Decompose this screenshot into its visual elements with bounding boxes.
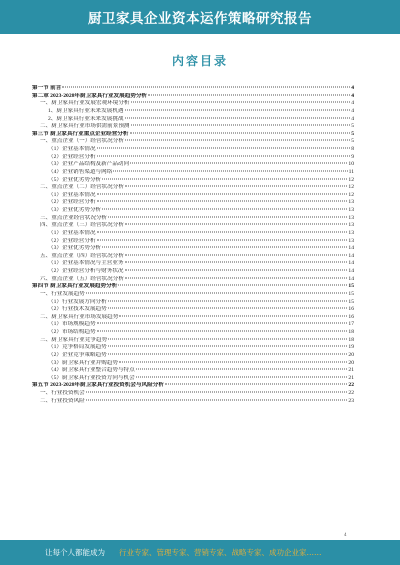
toc-entry[interactable] xyxy=(32,299,354,307)
toc-dot-leader xyxy=(97,155,351,156)
toc-entry-page: 18 xyxy=(348,336,354,343)
toc-entry[interactable] xyxy=(32,192,354,200)
toc-entry[interactable] xyxy=(32,260,354,268)
toc-entry[interactable] xyxy=(32,360,354,368)
toc-entry[interactable] xyxy=(32,367,354,375)
toc-dot-leader xyxy=(125,140,350,141)
toc-entry-page: 22 xyxy=(348,390,354,396)
toc-entry-label: 三、重点企业经营状况分析 xyxy=(40,214,108,221)
toc-entry-label: 第五节 2023-2028年厨卫家具行业投资机会与风险分析 xyxy=(32,382,164,389)
toc-entry-label: （1）企业基本情况 xyxy=(48,229,96,236)
toc-dot-leader xyxy=(136,369,348,370)
toc-dot-leader xyxy=(86,292,348,293)
toc-entry-label: 二、重点企业（二）经营状况分析 xyxy=(40,184,124,191)
toc-entry-label: 六、重点企业（五）经营状况分析 xyxy=(40,275,124,282)
toc-entry-label: （3）厨卫家具行业并购趋势 xyxy=(48,359,118,366)
toc-entry-page: 20 xyxy=(348,351,354,358)
toc-heading: 内容目录 xyxy=(171,54,228,68)
toc-entry-page: 13 xyxy=(348,207,354,213)
toc-entry[interactable] xyxy=(32,375,354,383)
toc-entry-label: 一、厨卫家具行业发展宏观环境分析 xyxy=(40,100,130,107)
toc-entry-page: 4 xyxy=(351,107,354,114)
toc-entry[interactable] xyxy=(32,123,354,131)
toc-dot-leader xyxy=(125,270,348,271)
toc-dot-leader xyxy=(102,178,347,179)
toc-entry-label: 一、重点企业（一）经营状况分析 xyxy=(40,138,124,145)
toc-entry-label: （1）企业基本情况与主营业务 xyxy=(48,260,124,267)
toc-entry[interactable] xyxy=(32,100,354,108)
toc-dot-leader xyxy=(125,224,347,225)
toc-dot-leader xyxy=(97,331,348,332)
toc-entry[interactable] xyxy=(32,138,354,146)
toc-entry-label: 四、重点企业（三）经营状况分析 xyxy=(40,222,124,229)
toc-entry-page: 9 xyxy=(351,153,354,160)
toc-entry-page: 8 xyxy=(351,146,354,152)
toc-entry[interactable] xyxy=(32,230,354,238)
footer-slogan: 让每个人都能成为 xyxy=(45,548,105,557)
toc-dot-leader xyxy=(62,87,350,88)
toc-entry-label: （1）竞争格局发展趋势 xyxy=(48,344,107,351)
toc-entry-label: （1）企业基本情况 xyxy=(48,191,96,198)
toc-dot-leader xyxy=(97,239,348,240)
footer-roles: 行业专家、管理专家、营销专家、战略专家、成功企业家…… xyxy=(119,548,322,557)
toc-entry[interactable] xyxy=(32,268,354,276)
toc-entry-page: 13 xyxy=(348,222,354,229)
toc-entry-page: 16 xyxy=(348,306,354,313)
toc-dot-leader xyxy=(97,193,348,194)
toc-entry-page: 14 xyxy=(348,275,354,282)
toc-dot-leader xyxy=(148,94,350,95)
toc-dot-leader xyxy=(102,247,347,248)
toc-entry[interactable] xyxy=(32,177,354,185)
toc-entry-label: （5）企业优劣势分析 xyxy=(48,176,102,183)
toc-dot-leader xyxy=(108,353,348,354)
toc-dot-leader xyxy=(136,376,348,377)
toc-entry-page: 14 xyxy=(348,252,354,259)
toc-dot-leader xyxy=(125,254,347,255)
toc-entry[interactable] xyxy=(32,276,354,284)
toc-entry-page: 14 xyxy=(348,245,354,252)
toc-entry-label: （4）企业销售渠道与网络 xyxy=(48,168,113,175)
toc-entry[interactable] xyxy=(32,283,354,291)
toc-dot-leader xyxy=(102,209,347,210)
toc-entry-label: 第三节 厨卫家具行业重点企业经营分析 xyxy=(32,130,129,137)
toc-entry-label: （4）厨卫家具行业整合趋势与特点 xyxy=(48,367,135,374)
toc-entry[interactable] xyxy=(32,398,354,406)
toc-entry-label: （1）行业发展方向分析 xyxy=(48,298,107,305)
toc-entry-page: 13 xyxy=(348,229,354,236)
toc-entry[interactable] xyxy=(32,184,354,192)
toc-dot-leader xyxy=(125,277,347,278)
toc-entry[interactable] xyxy=(32,253,354,261)
toc-entry-label: 第二章 2023-2028年厨卫家具行业发展趋势分析 xyxy=(32,92,148,99)
toc-dot-leader xyxy=(97,148,351,149)
toc-entry-label: （3）企业优劣势分析 xyxy=(48,245,102,252)
toc-entry-label: 五、重点企业（四）经营状况分析 xyxy=(40,252,124,259)
report-header xyxy=(0,0,400,34)
toc-dot-leader xyxy=(97,323,348,324)
toc-entry-page: 10 xyxy=(348,161,354,168)
toc-entry-label: （5）厨卫家具行业投资方向与机会 xyxy=(48,374,135,381)
toc-entry-page: 5 xyxy=(351,130,354,137)
toc-entry[interactable] xyxy=(32,337,354,345)
table-of-contents xyxy=(32,85,354,405)
toc-entry-page: 21 xyxy=(348,374,354,381)
toc-entry[interactable] xyxy=(32,329,354,337)
toc-entry-label: （2）企业经营分析 xyxy=(48,199,96,206)
toc-entry[interactable] xyxy=(32,146,354,154)
toc-entry-page: 13 xyxy=(348,199,354,206)
toc-entry-page: 4 xyxy=(351,92,354,99)
toc-entry-page: 15 xyxy=(348,290,354,297)
toc-entry[interactable] xyxy=(32,169,354,177)
toc-entry-page: 4 xyxy=(351,100,354,107)
toc-dot-leader xyxy=(125,186,347,187)
toc-entry[interactable] xyxy=(32,245,354,253)
toc-entry[interactable] xyxy=(32,344,354,352)
toc-entry[interactable] xyxy=(32,352,354,360)
toc-entry[interactable] xyxy=(32,238,354,246)
toc-dot-leader xyxy=(130,132,351,133)
page-number: 4 xyxy=(344,533,347,538)
footer-banner xyxy=(0,540,400,565)
toc-entry-label: （3）企业产品结构及新产品动向 xyxy=(48,161,130,168)
toc-entry-label: 1、厨卫家具行业未来发展机遇 xyxy=(48,107,124,114)
toc-entry-page: 23 xyxy=(348,397,354,404)
toc-entry[interactable] xyxy=(32,207,354,215)
toc-entry-page: 15 xyxy=(348,298,354,305)
toc-entry-page: 21 xyxy=(348,367,354,374)
toc-entry-label: 2、厨卫家具行业未来发展挑战 xyxy=(48,115,124,122)
toc-dot-leader xyxy=(119,361,347,362)
toc-dot-leader xyxy=(130,163,347,164)
toc-entry-page: 15 xyxy=(348,283,354,290)
toc-entry-page: 5 xyxy=(351,123,354,130)
toc-entry-page: 18 xyxy=(348,329,354,335)
toc-entry-page: 14 xyxy=(348,260,354,267)
toc-entry-page: 20 xyxy=(348,359,354,366)
toc-dot-leader xyxy=(119,315,347,316)
toc-entry-page: 22 xyxy=(348,382,354,389)
toc-entry[interactable] xyxy=(32,85,354,93)
toc-entry-page: 16 xyxy=(348,313,354,320)
toc-entry[interactable] xyxy=(32,291,354,299)
toc-entry[interactable] xyxy=(32,199,354,207)
toc-entry-page: 4 xyxy=(351,115,354,122)
toc-entry-label: （1）企业基本情况 xyxy=(48,146,96,152)
toc-entry[interactable] xyxy=(32,314,354,322)
toc-entry-label: 第四节 厨卫家具行业发展趋势分析 xyxy=(32,283,118,290)
toc-entry-label: （2）企业竞争策略趋势 xyxy=(48,351,107,358)
toc-entry-page: 11 xyxy=(348,168,354,175)
toc-entry-page: 13 xyxy=(348,214,354,221)
toc-entry[interactable] xyxy=(32,108,354,116)
toc-dot-leader xyxy=(108,300,348,301)
toc-entry-label: （2）企业经营分析与财务状况 xyxy=(48,268,124,274)
toc-entry[interactable] xyxy=(32,222,354,230)
toc-entry[interactable] xyxy=(32,161,354,169)
toc-entry-label: 三、厨卫家具行业竞争趋势 xyxy=(40,336,108,343)
toc-entry[interactable] xyxy=(32,306,354,314)
toc-dot-leader xyxy=(165,384,347,385)
toc-dot-leader xyxy=(108,308,348,309)
toc-entry-label: （2）行业技术发展趋势 xyxy=(48,306,107,313)
toc-entry-label: （2）市场结构趋势 xyxy=(48,329,96,335)
toc-dot-leader xyxy=(125,109,351,110)
toc-entry-label: 二、厨卫家具行业市场供需前景预测 xyxy=(40,123,130,130)
toc-dot-leader xyxy=(125,117,351,118)
toc-dot-leader xyxy=(108,346,348,347)
toc-dot-leader xyxy=(97,231,348,232)
toc-entry-page: 12 xyxy=(348,176,354,183)
toc-entry-label: （3）企业优劣势分析 xyxy=(48,207,102,213)
toc-dot-leader xyxy=(97,201,348,202)
toc-dot-leader xyxy=(86,392,348,393)
toc-entry-label: （2）企业经营分析 xyxy=(48,153,96,160)
toc-entry[interactable] xyxy=(32,116,354,124)
toc-entry-label: （2）企业经营分析 xyxy=(48,237,96,244)
toc-entry-label: 一、行业发展趋势 xyxy=(40,290,85,297)
toc-dot-leader xyxy=(113,170,347,171)
toc-entry-label: 二、厨卫家具行业市场发展趋势 xyxy=(40,313,119,320)
toc-dot-leader xyxy=(131,125,351,126)
toc-entry-page: 14 xyxy=(348,268,354,274)
toc-entry-label: 一、行业投资机会 xyxy=(40,390,85,396)
toc-entry[interactable] xyxy=(32,215,354,223)
toc-entry-page: 12 xyxy=(348,184,354,191)
toc-dot-leader xyxy=(86,399,348,400)
toc-entry-page: 12 xyxy=(348,191,354,198)
report-title: 厨卫家具企业资本运作策略研究报告 xyxy=(88,11,312,27)
toc-entry-label: 二、行业投资风险 xyxy=(40,397,85,404)
toc-entry[interactable] xyxy=(32,131,354,139)
toc-entry-page: 17 xyxy=(348,321,354,328)
toc-entry[interactable] xyxy=(32,390,354,398)
toc-entry-label: （1）市场规模趋势 xyxy=(48,321,96,328)
toc-dot-leader xyxy=(125,262,348,263)
toc-dot-leader xyxy=(118,285,347,286)
toc-entry[interactable] xyxy=(32,154,354,162)
toc-dot-leader xyxy=(131,102,351,103)
toc-entry[interactable] xyxy=(32,321,354,329)
toc-entry[interactable] xyxy=(32,382,354,390)
toc-entry-page: 5 xyxy=(351,138,354,145)
toc-dot-leader xyxy=(108,216,347,217)
toc-entry-page: 4 xyxy=(351,85,354,91)
toc-dot-leader xyxy=(108,338,347,339)
toc-entry-page: 19 xyxy=(348,344,354,351)
toc-entry[interactable] xyxy=(32,93,354,101)
toc-entry-page: 13 xyxy=(348,237,354,244)
toc-entry-label: 第一节 前言 xyxy=(32,85,62,91)
